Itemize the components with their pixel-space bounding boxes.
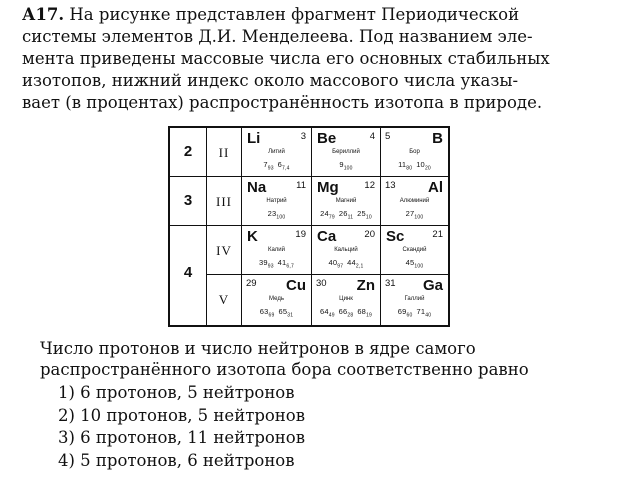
element-symbol: Ca: [317, 228, 337, 245]
isotope-mass: 63: [259, 307, 269, 316]
isotope: [328, 258, 344, 270]
element-cell-zn: [312, 275, 381, 325]
isotope-abundance: 2,1: [355, 263, 364, 270]
atomic-number: 29: [246, 278, 257, 289]
isotope-list: [242, 160, 311, 172]
isotope: [339, 160, 353, 172]
isotope-abundance: 49: [328, 312, 335, 319]
intro-line-3: мента приведены массовые числа его основных стабильных: [22, 49, 550, 68]
element-name: Бериллий: [332, 149, 360, 155]
isotope-abundance: 80: [406, 165, 413, 172]
isotope-mass: 66: [338, 307, 348, 316]
isotope-abundance: 100: [414, 214, 424, 221]
isotope: [338, 307, 354, 319]
isotope-abundance: 40: [425, 312, 432, 319]
element-symbol: K: [247, 228, 258, 245]
isotope-abundance: 69: [268, 312, 275, 319]
isotope-mass: 26: [338, 209, 348, 218]
question-line-1: Число протонов и число нейтронов в ядре самого: [40, 339, 476, 358]
element-name: Алюминий: [399, 198, 430, 204]
isotope-abundance: 11: [347, 214, 354, 221]
element-name: Кальций: [334, 247, 358, 253]
isotope-mass: 23: [267, 209, 277, 218]
isotope: [357, 307, 373, 319]
element-cell-na: [242, 177, 312, 226]
isotope-mass: 27: [405, 209, 415, 218]
row-cell-4: [207, 226, 242, 275]
isotope-abundance: 60: [406, 312, 413, 319]
period-number: 3: [183, 192, 193, 209]
isotope: [416, 307, 432, 319]
isotope-mass: 10: [416, 160, 425, 169]
atomic-number: 19: [295, 229, 306, 240]
row-cell-5: [207, 275, 242, 325]
isotope: [347, 258, 364, 270]
period-cell-2: [170, 128, 207, 177]
isotope-list: [312, 307, 380, 319]
isotope-list: [312, 160, 380, 172]
element-cell-k: [242, 226, 312, 275]
element-symbol: Zn: [356, 277, 375, 294]
isotope-mass: 9: [339, 160, 344, 169]
element-name: Медь: [269, 296, 284, 302]
isotope-abundance: 31: [287, 312, 294, 319]
element-cell-al: [381, 177, 448, 226]
isotope-mass: 41: [277, 258, 287, 267]
atomic-number: 31: [385, 278, 396, 289]
isotope: [405, 209, 424, 221]
isotope-list: [381, 307, 448, 319]
answer-options: [58, 382, 305, 472]
intro-line-2: системы элементов Д.И. Менделеева. Под названием эле-: [22, 27, 533, 46]
intro-line-1: [22, 4, 612, 26]
isotope-mass: 64: [319, 307, 329, 316]
isotope: [416, 160, 431, 172]
answer-option-1[interactable]: 1) 6 протонов, 5 нейтронов: [58, 383, 295, 402]
isotope-mass: 44: [347, 258, 356, 267]
isotope-mass: 11: [398, 160, 407, 169]
task-number: А17.: [22, 5, 65, 24]
isotope: [397, 307, 413, 319]
task-intro: [22, 4, 612, 114]
isotope: [263, 160, 274, 172]
isotope-list: [381, 258, 448, 270]
element-name: Скандий: [402, 247, 427, 253]
element-symbol: B: [432, 130, 443, 147]
isotope-list: [242, 209, 311, 221]
isotope-abundance: 19: [366, 312, 373, 319]
isotope-list: [312, 209, 380, 221]
period-cell-4: [170, 226, 207, 325]
isotope: [357, 209, 372, 221]
atomic-number: 21: [432, 229, 443, 240]
isotope-list: [381, 209, 448, 221]
periodic-table-fragment: [168, 126, 450, 327]
isotope: [398, 160, 413, 172]
row-label: II: [218, 145, 230, 160]
element-name: Калий: [267, 247, 286, 253]
isotope-list: [242, 307, 311, 319]
isotope: [259, 307, 275, 319]
isotope-abundance: 100: [276, 214, 286, 221]
row-cell-2: [207, 128, 242, 177]
atomic-number: 20: [364, 229, 375, 240]
answer-option-3[interactable]: 3) 6 протонов, 11 нейтронов: [58, 428, 306, 447]
isotope-mass: 39: [259, 258, 268, 267]
isotope-list: [381, 160, 448, 172]
isotope-abundance: 28: [347, 312, 354, 319]
period-number: 2: [183, 143, 193, 160]
isotope-mass: 65: [278, 307, 288, 316]
isotope-abundance: 100: [343, 165, 353, 172]
isotope: [277, 258, 294, 270]
element-name: Бор: [409, 149, 420, 155]
element-cell-li: [242, 128, 312, 177]
element-symbol: Mg: [317, 179, 339, 196]
isotope-abundance: 97: [337, 263, 344, 270]
period-cell-3: [170, 177, 207, 226]
isotope-mass: 45: [405, 258, 415, 267]
isotope: [319, 307, 335, 319]
atomic-number: 4: [369, 131, 375, 142]
element-name: Магний: [335, 198, 357, 204]
atomic-number: 30: [316, 278, 327, 289]
isotope-abundance: 10: [365, 214, 372, 221]
question-line-2: распространённого изотопа бора соответственно равно: [40, 360, 529, 379]
element-cell-ca: [312, 226, 381, 275]
element-cell-cu: [242, 275, 312, 325]
element-symbol: Cu: [286, 277, 306, 294]
element-name: Литий: [268, 149, 285, 155]
element-symbol: Ga: [422, 277, 443, 294]
isotope-abundance: 93: [267, 165, 274, 172]
element-symbol: Al: [428, 179, 443, 196]
isotope: [338, 209, 354, 221]
isotope-mass: 68: [357, 307, 367, 316]
question-stem: [40, 338, 610, 380]
isotope-list: [242, 258, 311, 270]
isotope-mass: 40: [328, 258, 338, 267]
intro-text-1: На рисунке представлен фрагмент Периодической: [69, 5, 520, 24]
isotope: [278, 307, 294, 319]
element-cell-ga: [381, 275, 448, 325]
intro-line-4: изотопов, нижний индекс около массового числа указы-: [22, 71, 519, 90]
isotope-abundance: 100: [414, 263, 424, 270]
isotope-abundance: 6,7: [286, 263, 294, 270]
answer-option-4[interactable]: 4) 5 протонов, 6 нейтронов: [58, 450, 295, 470]
element-symbol: Na: [247, 179, 267, 196]
isotope-mass: 25: [357, 209, 366, 218]
atomic-number: 5: [385, 131, 391, 142]
element-cell-sc: [381, 226, 448, 275]
period-number: 4: [183, 264, 193, 281]
element-name: Галлий: [404, 296, 425, 302]
element-cell-mg: [312, 177, 381, 226]
element-name: Цинк: [339, 296, 353, 302]
element-symbol: Sc: [386, 228, 405, 245]
isotope-mass: 24: [320, 209, 329, 218]
isotope-mass: 71: [416, 307, 426, 316]
element-cell-b: [381, 128, 448, 177]
isotope-mass: 7: [263, 160, 268, 169]
intro-line-5: вает (в процентах) распространённость изотопа в природе.: [22, 93, 543, 112]
element-cell-be: [312, 128, 381, 177]
row-label: IV: [216, 243, 232, 258]
isotope-abundance: 20: [424, 165, 431, 172]
isotope-abundance: 93: [267, 263, 274, 270]
isotope-abundance: 79: [328, 214, 335, 221]
element-symbol: Be: [317, 130, 337, 147]
atomic-number: 13: [385, 180, 396, 191]
isotope-list: [312, 258, 380, 270]
isotope-mass: 69: [397, 307, 407, 316]
isotope: [267, 209, 286, 221]
isotope: [405, 258, 424, 270]
row-label: V: [218, 292, 230, 307]
isotope-mass: 6: [277, 160, 283, 169]
isotope: [320, 209, 335, 221]
row-cell-3: [207, 177, 242, 226]
atomic-number: 12: [364, 180, 375, 191]
element-name: Натрий: [266, 198, 287, 204]
atomic-number: 11: [296, 180, 306, 191]
atomic-number: 3: [300, 131, 306, 142]
isotope: [259, 258, 274, 270]
element-symbol: Li: [247, 130, 261, 147]
isotope: [277, 160, 290, 172]
isotope-abundance: 7,4: [282, 165, 290, 172]
row-label: III: [216, 194, 232, 209]
answer-option-2[interactable]: 2) 10 протонов, 5 нейтронов: [58, 405, 306, 425]
